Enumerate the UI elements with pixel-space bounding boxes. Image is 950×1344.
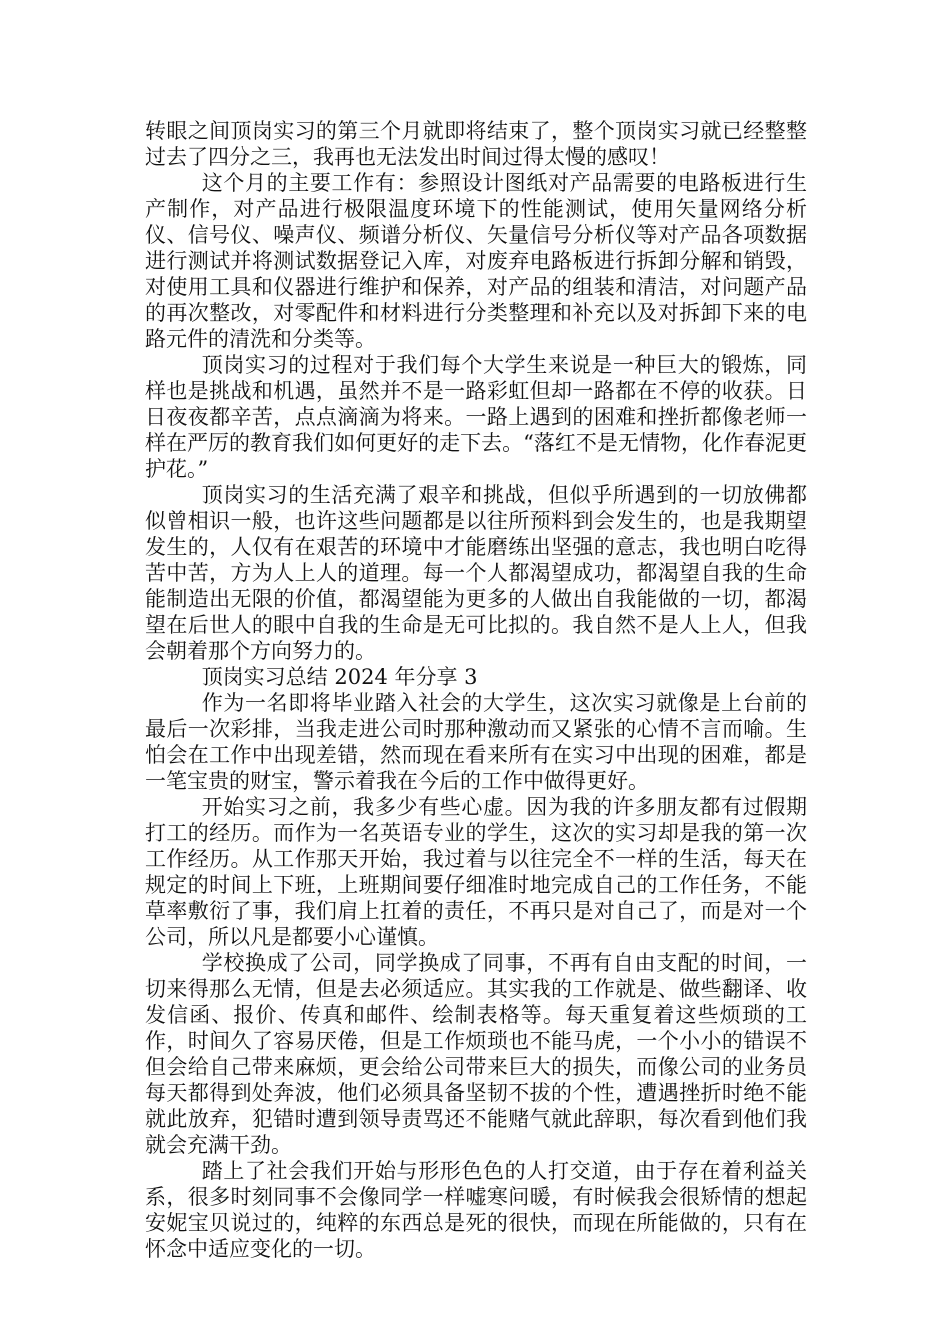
section-heading: 顶岗实习总结 2024 年分享 3 <box>201 665 478 689</box>
paragraph-6: 开始实习之前，我多少有些心虚。因为我的许多朋友都有过假期打工的经历。而作为一名英语专业的学生，这次的实习却是我的第一次工作经历。从工作那天开始，我过着与以往完全不一样的生活，每天在规定的时间上下班，上班期间要仔细准时地完成自己的工作任务，不能草率敷衍了事，我们肩上扛着的责任，不再只是对自己了，而是对一个公司，所以凡是都要小心谨慎。 <box>145 795 807 949</box>
paragraph-8: 踏上了社会我们开始与形形色色的人打交道，由于存在着利益关系，很多时刻同事不会像同学一样嘘寒问暖，有时候我会很矫情的想起安妮宝贝说过的，纯粹的东西总是死的很快，而现在所能做的，只有在怀念中适应变化的一切。 <box>145 1159 807 1261</box>
document-body <box>145 118 807 1262</box>
paragraph-5: 作为一名即将毕业踏入社会的大学生，这次实习就像是上台前的最后一次彩排，当我走进公司时那种激动而又紧张的心情不言而喻。生怕会在工作中出现差错，然而现在看来所有在实习中出现的困难，都是一笔宝贵的财宝，警示着我在今后的工作中做得更好。 <box>145 691 807 793</box>
paragraph-2: 这个月的主要工作有：参照设计图纸对产品需要的电路板进行生产制作，对产品进行极限温度环境下的性能测试，使用矢量网络分析仪、信号仪、噪声仪、频谱分析仪、矢量信号分析仪等对产品各项数据进行测试并将测试数据登记入库，对废弃电路板进行拆卸分解和销毁，对使用工具和仪器进行维护和保养，对产品的组装和清洁，对问题产品的再次整改，对零配件和材料进行分类整理和补充以及对拆卸下来的电路元件的清洗和分类等。 <box>145 171 807 351</box>
paragraph-4: 顶岗实习的生活充满了艰辛和挑战，但似乎所遇到的一切放佛都似曾相识一般，也许这些问题都是以往所预料到会发生的，也是我期望发生的，人仅有在艰苦的环境中才能磨练出坚强的意志，我也明白吃得苦中苦，方为人上人的道理。每一个人都渴望成功，都渴望自我的生命能制造出无限的价值，都渴望能为更多的人做出自我能做的一切，都渴望在后世人的眼中自我的生命是无可比拟的。我自然不是人上人，但我会朝着那个方向努力的。 <box>145 483 807 663</box>
paragraph-3: 顶岗实习的过程对于我们每个大学生来说是一种巨大的锻炼，同样也是挑战和机遇，虽然并不是一路彩虹但却一路都在不停的收获。日日夜夜都辛苦，点点滴滴为将来。一路上遇到的困难和挫折都像老师一样在严厉的教育我们如何更好的走下去。“落红不是无情物，化作春泥更护花。” <box>145 353 807 481</box>
paragraph-1: 转眼之间顶岗实习的第三个月就即将结束了，整个顶岗实习就已经整整过去了四分之三，我再也无法发出时间过得太慢的感叹！ <box>145 119 807 169</box>
paragraph-7: 学校换成了公司，同学换成了同事，不再有自由支配的时间，一切来得那么无情，但是去必须适应。其实我的工作就是、做些翻译、收发信函、报价、传真和邮件、绘制表格等。每天重复着这些烦琐的工作，时间久了容易厌倦，但是工作烦琐也不能马虎，一个小小的错误不但会给自己带来麻烦，更会给公司带来巨大的损失，而像公司的业务员每天都得到处奔波，他们必须具备坚韧不拔的个性，遭遇挫折时绝不能就此放弃，犯错时遭到领导责骂还不能赌气就此辞职，每次看到他们我就会充满干劲。 <box>145 951 807 1157</box>
